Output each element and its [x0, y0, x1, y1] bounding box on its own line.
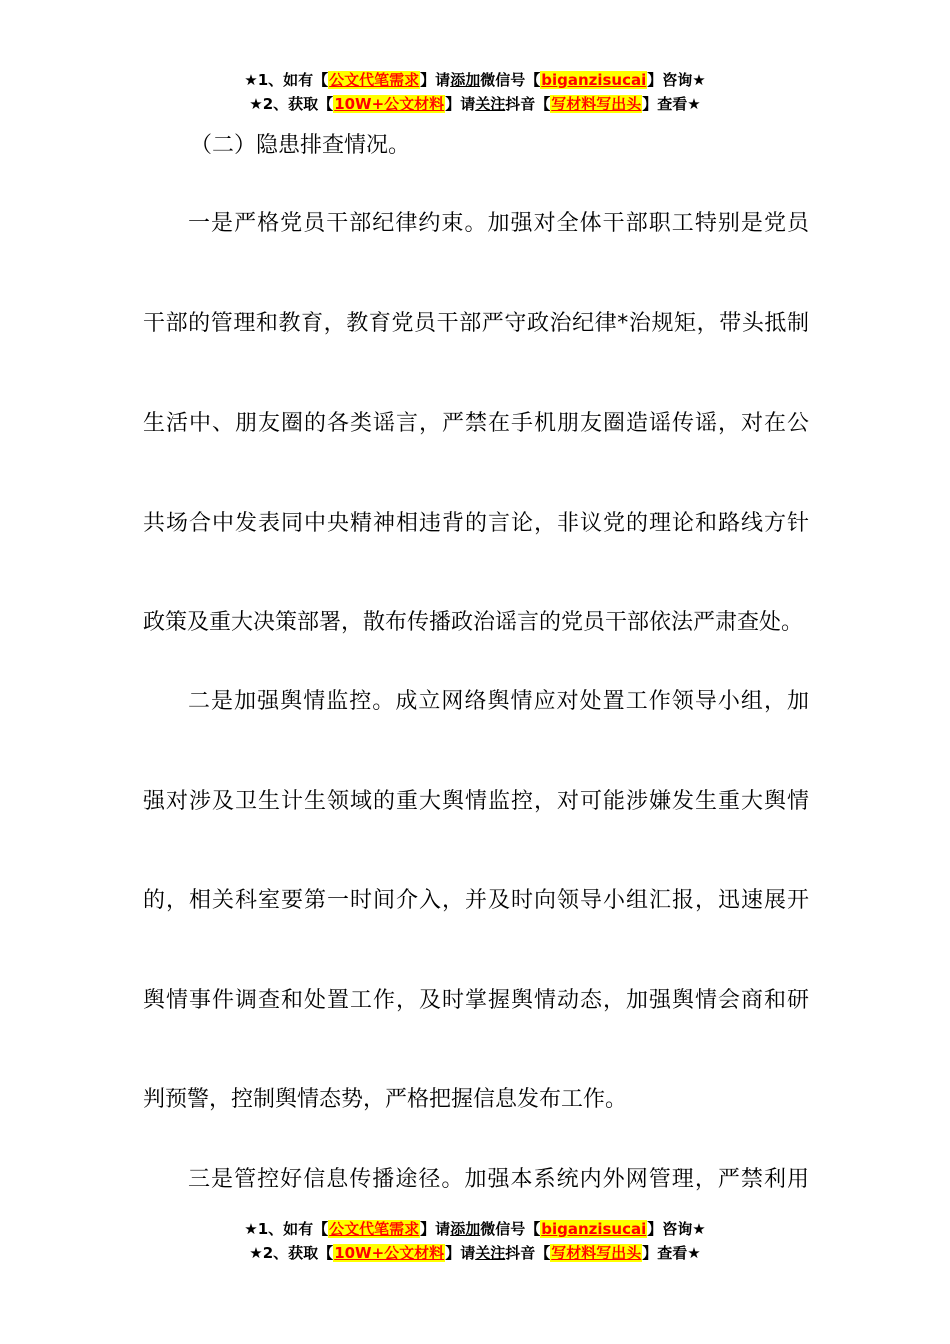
banner-text: 抖音【	[505, 1244, 551, 1262]
header-banner	[0, 68, 950, 116]
banner-text: 微信号【	[480, 1220, 541, 1238]
banner-highlight: biganzisucai	[541, 71, 647, 89]
paragraph-line: 的，相关科室要第一时间介入，并及时向领导小组汇报，迅速展开	[143, 888, 809, 913]
banner-highlight: 写材料写出头	[551, 95, 642, 113]
banner-text: 】请	[420, 1220, 451, 1238]
banner-highlight: biganzisucai	[541, 1220, 647, 1238]
banner-highlight: 公文代笔需求	[329, 1220, 420, 1238]
banner-text: 】请	[420, 71, 451, 89]
banner-text: 微信号【	[480, 71, 541, 89]
banner-highlight: 10W+公文材料	[334, 95, 445, 113]
banner-text: 】查看★	[642, 95, 701, 113]
banner-line-2	[0, 92, 950, 116]
paragraph-line: 一是严格党员干部纪律约束。加强对全体干部职工特别是党员	[188, 211, 809, 236]
banner-line-1	[0, 68, 950, 92]
banner-text: 】咨询★	[647, 1220, 706, 1238]
footer-banner	[0, 1217, 950, 1265]
paragraph-line: 干部的管理和教育，教育党员干部严守政治纪律*治规矩，带头抵制	[143, 311, 809, 336]
paragraph-line: 二是加强舆情监控。成立网络舆情应对处置工作领导小组，加	[188, 689, 809, 714]
paragraph-line: 三是管控好信息传播途径。加强本系统内外网管理，严禁利用	[188, 1167, 809, 1192]
banner-highlight: 写材料写出头	[551, 1244, 642, 1262]
paragraph-line: 政策及重大决策部署，散布传播政治谣言的党员干部依法严肃查处。	[143, 610, 804, 635]
paragraph-line: 舆情事件调查和处置工作，及时掌握舆情动态，加强舆情会商和研	[143, 988, 809, 1013]
banner-text: 】咨询★	[647, 71, 706, 89]
banner-text: ★2、获取【	[249, 95, 334, 113]
paragraph-line: 生活中、朋友圈的各类谣言，严禁在手机朋友圈造谣传谣，对在公	[143, 411, 809, 436]
banner-text: 抖音【	[505, 95, 551, 113]
banner-text: ★2、获取【	[249, 1244, 334, 1262]
paragraph-line: 共场合中发表同中央精神相违背的言论，非议党的理论和路线方针	[143, 511, 809, 536]
banner-emphasis: 关注	[475, 95, 506, 113]
banner-text: 】请	[445, 95, 476, 113]
paragraph-line: 强对涉及卫生计生领域的重大舆情监控，对可能涉嫌发生重大舆情	[143, 789, 809, 814]
banner-text: ★1、如有【	[244, 1220, 329, 1238]
banner-line-2	[0, 1241, 950, 1265]
banner-emphasis: 添加	[450, 1220, 481, 1238]
banner-text: 】查看★	[642, 1244, 701, 1262]
banner-line-1	[0, 1217, 950, 1241]
banner-text: ★1、如有【	[244, 71, 329, 89]
banner-emphasis: 关注	[475, 1244, 506, 1262]
paragraph-line: 判预警，控制舆情态势，严格把握信息发布工作。	[143, 1087, 628, 1112]
banner-highlight: 公文代笔需求	[329, 71, 420, 89]
banner-text: 】请	[445, 1244, 476, 1262]
banner-emphasis: 添加	[450, 71, 481, 89]
banner-highlight: 10W+公文材料	[334, 1244, 445, 1262]
section-heading: （二）隐患排查情况。	[190, 133, 411, 158]
